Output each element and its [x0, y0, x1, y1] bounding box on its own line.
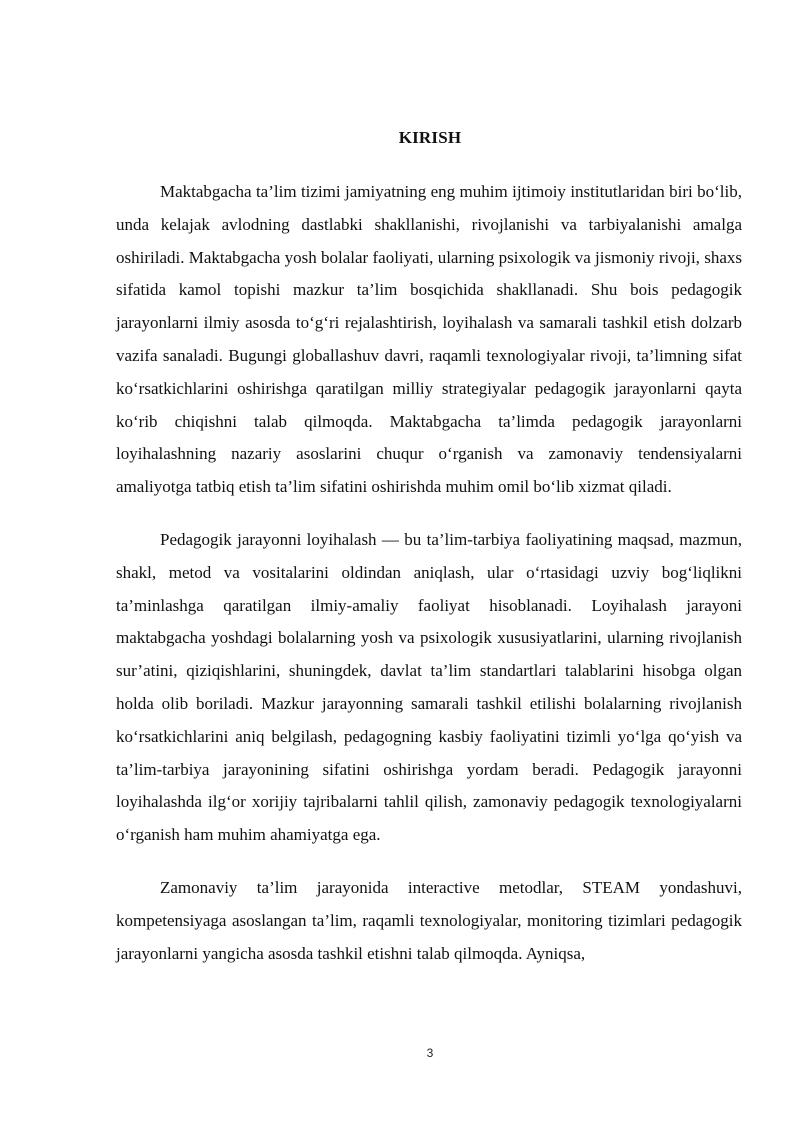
- page-title: KIRISH: [398, 128, 462, 147]
- page-number: 3: [426, 1046, 434, 1060]
- document-body: [116, 176, 742, 990]
- paragraph-3: Zamonaviy ta’lim jarayonida interactive metodlar, STEAM yondashuvi, kompetensiyaga asoslangan ta’lim, raqamli texnologiyalar, monitoring tizimlari pedagogik jarayonlarni yangicha asosda tashkil etishni talab qilmoqda. Ayniqsa,: [116, 877, 742, 963]
- paragraph-1: Maktabgacha ta’lim tizimi jamiyatning eng muhim ijtimoiy institutlaridan biri bo‘lib, unda kelajak avlodning dastlabki shakllanishi, rivojlanishi va tarbiyalanishi amalga oshiriladi. Maktabgacha yosh bolalar faoliyati, ularning psixologik va jismoniy rivoji, shaxs sifatida kamol topishi mazkur ta’lim bosqichida shakllanadi. Shu bois pedagogik jarayonlarni ilmiy asosda to‘g‘ri rejalashtirish, loyihalash va samarali tashkil etish dolzarb vazifa sanaladi. Bugungi globallashuv davri, raqamli texnologiyalar rivoji, ta’limning sifat ko‘rsatkichlarini oshirishga qaratilgan milliy strategiyalar pedagogik jarayonlarni qayta ko‘rib chiqishni talab qilmoqda. Maktabgacha ta’limda pedagogik jarayonlarni loyihalashning nazariy asoslarini chuqur o‘rganish va zamonaviy tendensiyalarni amaliyotga tatbiq etish ta’lim sifatini oshirishda muhim omil bo‘lib xizmat qiladi.: [116, 182, 742, 497]
- paragraph-2: Pedagogik jarayonni loyihalash — bu ta’lim-tarbiya faoliyatining maqsad, mazmun, shakl, metod va vositalarini oldindan aniqlash, ular o‘rtasidagi uzviy bog‘liqlikni ta’minlashga qaratilgan ilmiy-amaliy faoliyat hisoblanadi. Loyihalash jarayoni maktabgacha yoshdagi bolalarning yosh va psixologik xususiyatlarini, ularning rivojlanish sur’atini, qiziqishlarini, shuningdek, davlat ta’lim standartlari talablarini hisobga olgan holda olib boriladi. Mazkur jarayonning samarali tashkil etilishi bolalarning rivojlanish ko‘rsatkichlarini aniq belgilash, pedagogning kasbiy faoliyatini tizimli yo‘lga qo‘yish va ta’lim-tarbiya jarayonining sifatini oshirishga yordam beradi. Pedagogik jarayonni loyihalashda ilg‘or xorijiy tajribalarni tahlil qilish, zamonaviy pedagogik texnologiyalarni o‘rganish ham muhim ahamiyatga ega.: [116, 529, 742, 845]
